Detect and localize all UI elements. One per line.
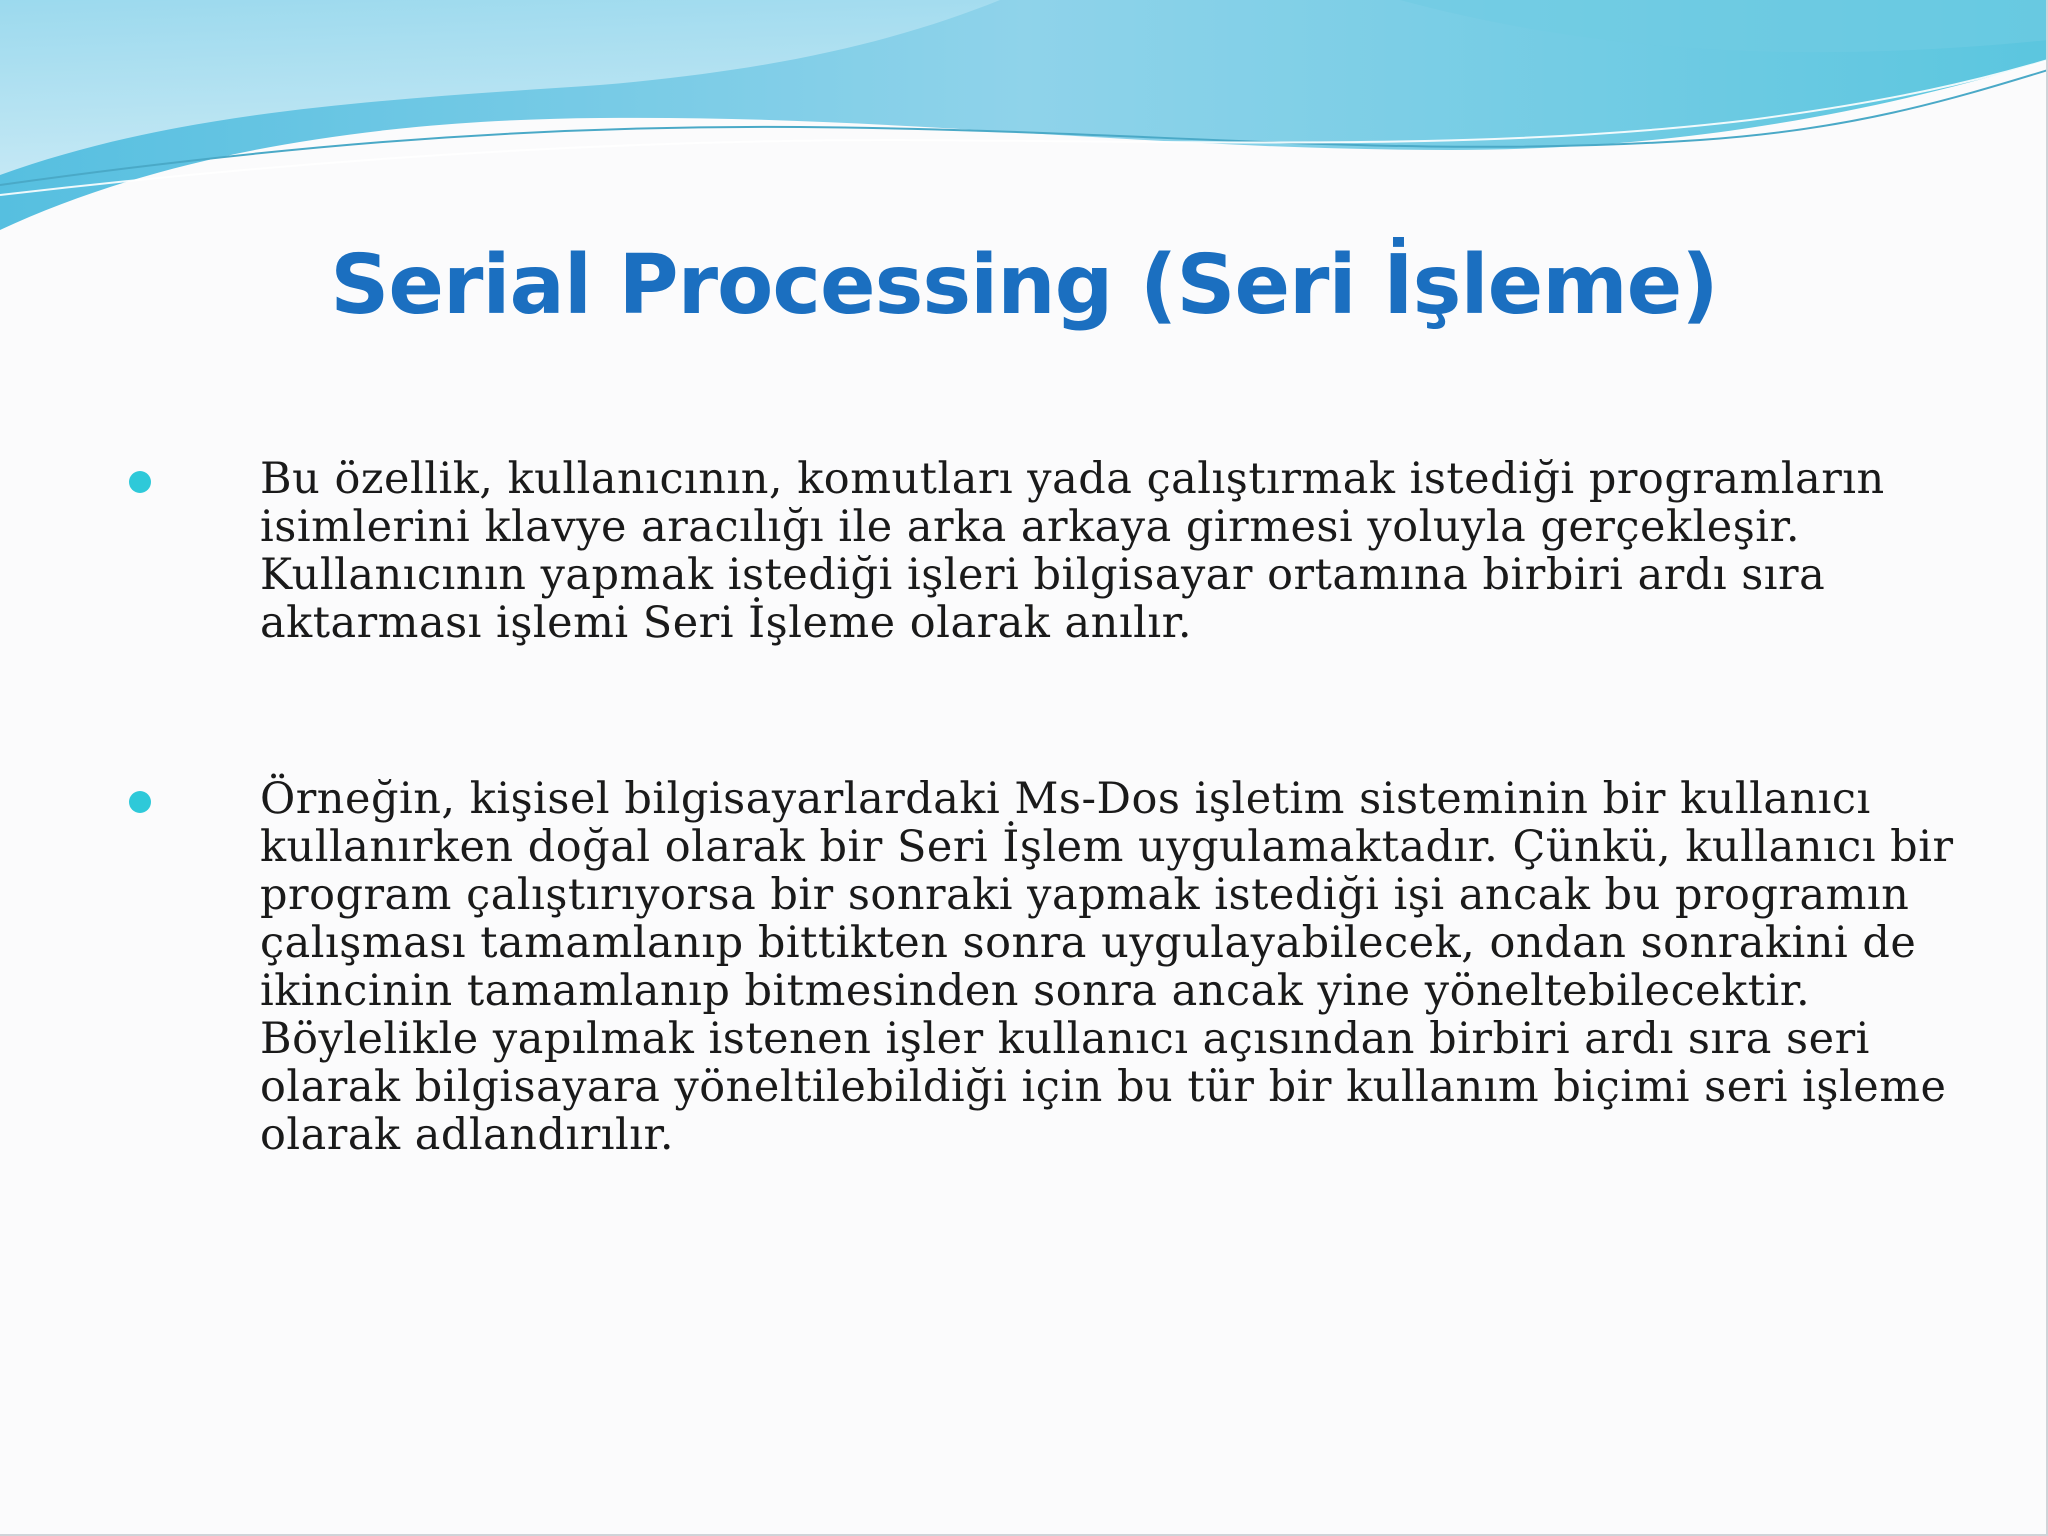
list-item — [0, 455, 2048, 647]
bullet-dot-icon — [129, 791, 151, 813]
header-wave-decoration — [0, 0, 2048, 240]
list-item — [0, 775, 2048, 1159]
bullet-list — [0, 455, 2048, 1287]
bullet-text: Örneğin, kişisel bilgisayarlardaki Ms-Dos işletim sisteminin bir kullanıcı kullanırken doğal olarak bir Seri İşlem uygulamaktadır. Çünkü, kullanıcı bir program çalıştırıyorsa bir sonraki yapmak istediği işi ancak bu programın çalışması tamamlanıp bittikten sonra uygulayabilecek, ondan sonrakini de ikincinin tamamlanıp bitmesinden sonra ancak yine yöneltebilecektir. Böylelikle yapılmak istenen işler kullanıcı açısından birbiri ardı sıra seri olarak bilgisayara yöneltilebildiği için bu tür bir kullanım biçimi seri işleme olarak adlandırılır. — [260, 774, 1954, 1160]
bullet-text: Bu özellik, kullanıcının, komutları yada çalıştırmak istediği programların isimlerini klavye aracılığı ile arka arkaya girmesi yoluyla gerçekleşir. Kullanıcının yapmak istediği işleri bilgisayar ortamına birbiri ardı sıra aktarması işlemi Seri İşleme olarak anılır. — [260, 454, 1885, 648]
bullet-dot-icon — [129, 471, 151, 493]
slide-title: Serial Processing (Seri İşleme) — [330, 238, 1718, 333]
